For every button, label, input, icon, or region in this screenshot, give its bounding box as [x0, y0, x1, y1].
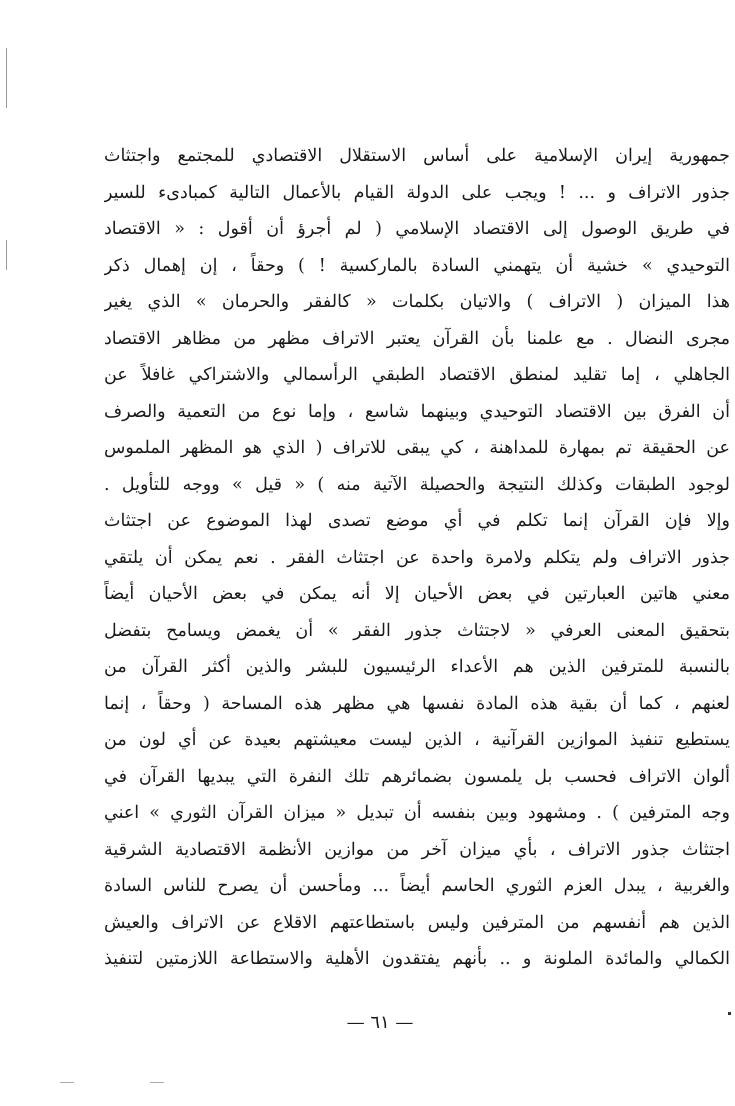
scan-dot-mark	[728, 1012, 731, 1015]
text-line: هذا الميزان ( الاتراف ) والاتيان بكلمات « كالفقر والحرمان » الذي يغير	[104, 292, 730, 312]
text-line: بالنسبة للمترفين الذين هم الأعداء الرئيسيون للبشر والذين أكثر القرآن من	[104, 657, 730, 677]
text-line: أن الفرق بين الاقتصاد التوحيدي وبينهما شاسع ، وإما نوع من التعمية والصرف	[104, 401, 730, 422]
body-text	[104, 138, 730, 978]
text-line: مجرى النضال . مع علمنا بأن القرآن يعتبر الاتراف مظهر من مظاهر الاقتصاد	[104, 328, 730, 349]
page-number: — ٦١ —	[346, 1012, 414, 1033]
text-line: في طريق الوصول إلى الاقتصاد الإسلامي ( لم أجرؤ أن أقول : « الاقتصاد	[104, 219, 730, 239]
text-line: بتحقيق المعنى العرفي « لاجتثاث جذور الفقر » أن يغمض ويسامح بتفضل	[104, 620, 730, 641]
text-line: وجه المترفين ) . ومشهود وبين بنفسه أن تبديل « ميزان القرآن الثوري » اعني	[104, 803, 730, 823]
scan-dotted-mark	[60, 1082, 74, 1083]
text-line: وإلا فإن القرآن إنما تكلم في أي موضع تصدى لهذا الموضوع عن اجتثاث	[104, 511, 730, 531]
text-line: الذين هم أنفسهم من المترفين وليس باستطاعتهم الاقلاع عن الاتراف والعيش	[104, 912, 730, 933]
text-line: لعنهم ، كما أن بقية هذه المادة نفسها هي مظهر هذه المساحة ( وحقاً ، إنما	[104, 693, 730, 714]
scan-margin-mark	[6, 48, 7, 108]
text-line: جمهورية إيران الإسلامية على أساس الاستقلال الاقتصادي للمجتمع واجتثاث	[104, 146, 730, 166]
text-line: اجتثاث جذور الاتراف ، بأي ميزان آخر من موازين الأنظمة الاقتصادية الشرقية	[104, 839, 730, 860]
scan-margin-mark	[6, 240, 7, 270]
text-line: التوحيدي » خشية أن يتهمني السادة بالماركسية ! ) وحقاً ، إن إهمال ذكر	[104, 255, 730, 276]
text-line: والغربية ، يبدل العزم الثوري الحاسم أيضاً ... ومأحسن أن يصرح للناس السادة	[104, 876, 730, 896]
text-line: لوجود الطبقات وكذلك النتيجة والحصيلة الآتية منه ) « قيل » ووجه للتأويل .	[104, 474, 730, 495]
text-line: يستطيع تنفيذ الموازين القرآنية ، الذين ليست معيشتهم بعيدة عن أي لون من	[104, 730, 730, 750]
text-line: معني هاتين العبارتين في بعض الأحيان إلا أنه يمكن في بعض الأحيان أيضاً	[104, 584, 730, 604]
text-line: الكمالي والمائدة الملونة و .. بأنهم يفتقدون الأهلية والاستطاعة اللازمتين لتنفيذ	[104, 949, 730, 969]
text-line: الجاهلي ، إما تقليد لمنطق الاقتصاد الطبقي الرأسمالي والاشتراكي غافلاً عن	[104, 365, 730, 385]
text-line: جذور الاتراف و ... ! ويجب على الدولة القيام بالأعمال التالية كمبادىء للسير	[104, 182, 730, 203]
text-line: ألوان الاتراف فحسب بل يلمسون بضمائرهم تلك النفرة التي يبديها القرآن في	[104, 766, 730, 787]
text-line: جذور الاتراف ولم يتكلم ولامرة واحدة عن اجتثاث الفقر . نعم يمكن أن يلتقي	[104, 547, 730, 568]
scan-dotted-mark	[150, 1082, 164, 1083]
text-line: عن الحقيقة تم بمهارة للمداهنة ، كي يبقى للاتراف ( الذي هو المظهر الملموس	[104, 438, 730, 458]
